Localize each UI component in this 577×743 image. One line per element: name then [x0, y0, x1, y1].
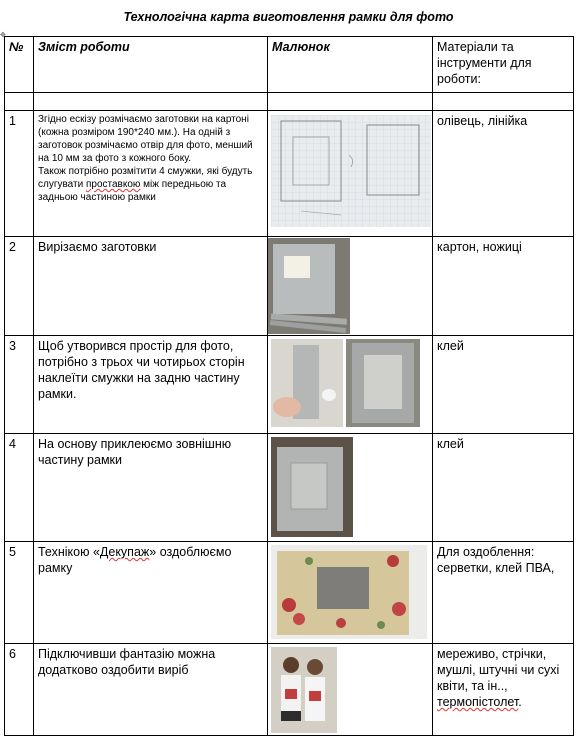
- row-picture: [268, 111, 433, 237]
- header-content: Зміст роботи: [34, 37, 268, 93]
- table-anchor-icon: ✥: [0, 32, 6, 39]
- spellcheck-word: проставкою: [85, 179, 141, 190]
- row-content-text: Згідно ескізу розмічаємо заготовки на картоні (кожна розміром 190*240 мм.). На одній з заготовок розмічаємо отвір для фото, менший на 10 мм за фото з кожного боку.: [38, 114, 253, 164]
- header-picture: Малюнок: [268, 37, 433, 93]
- spellcheck-word: термопістолет: [437, 695, 519, 709]
- row-picture: [268, 644, 433, 736]
- row-picture: [268, 542, 433, 644]
- decoupage-frame-photo: [271, 545, 427, 639]
- header-row: [5, 37, 574, 93]
- row-content: Технікою «Декупаж» оздоблюємо рамку: [34, 542, 268, 644]
- row-materials: мереживо, стрічки, мушлі, штучні чи сухі квіти, та ін.., термопістолет.: [433, 644, 574, 736]
- table-row: [5, 111, 574, 237]
- row-materials: картон, ножиці: [433, 237, 574, 336]
- row-materials: Для оздоблення: серветки, клей ПВА,: [433, 542, 574, 644]
- table-row: [5, 434, 574, 542]
- row-materials: олівець, лінійка: [433, 111, 574, 237]
- row-num: 6: [5, 644, 34, 736]
- row-content: На основу приклеюємо зовнішню частину рамки: [34, 434, 268, 542]
- blanks-photo: [268, 238, 350, 334]
- back-frame-photo: [346, 339, 420, 427]
- row-materials: клей: [433, 336, 574, 434]
- glued-frame-photo: [271, 437, 353, 537]
- table-row: [5, 542, 574, 644]
- row-num: 3: [5, 336, 34, 434]
- row-materials: клей: [433, 434, 574, 542]
- table-row: [5, 336, 574, 434]
- row-picture: [268, 237, 433, 336]
- strip-photo: [271, 339, 343, 427]
- row-num: 2: [5, 237, 34, 336]
- row-picture: [268, 434, 433, 542]
- row-content: Підключивши фантазію можна додатково оздобити виріб: [34, 644, 268, 736]
- spellcheck-word: Декупаж: [99, 545, 150, 559]
- header-materials: Матеріали та інструменти для роботи:: [433, 37, 574, 93]
- row-num: 4: [5, 434, 34, 542]
- row-num: 1: [5, 111, 34, 237]
- row-picture: [268, 336, 433, 434]
- students-photo: [271, 647, 337, 733]
- row-content: Щоб утворився простір для фото, потрібно з трьох чи чотирьох сторін наклеїти смужки на задню частину рамки.: [34, 336, 268, 434]
- table-row: [5, 237, 574, 336]
- sketch-image: [271, 115, 431, 227]
- row-content: Вирізаємо заготовки: [34, 237, 268, 336]
- empty-row: [5, 93, 574, 111]
- row-content: Згідно ескізу розмічаємо заготовки на картоні (кожна розміром 190*240 мм.). На одній з заготовок розмічаємо отвір для фото, менший на 10 мм за фото з кожного боку. Також потрібно розмітити 4 смужки, які будуть слугувати проставкою між передньою та задньою частиною рамки: [34, 111, 268, 237]
- document-title: Технологічна карта виготовлення рамки для фото: [123, 10, 454, 24]
- header-num: №: [5, 37, 34, 93]
- row-num: 5: [5, 542, 34, 644]
- tech-card-table: [4, 36, 573, 736]
- table-row: [5, 644, 574, 736]
